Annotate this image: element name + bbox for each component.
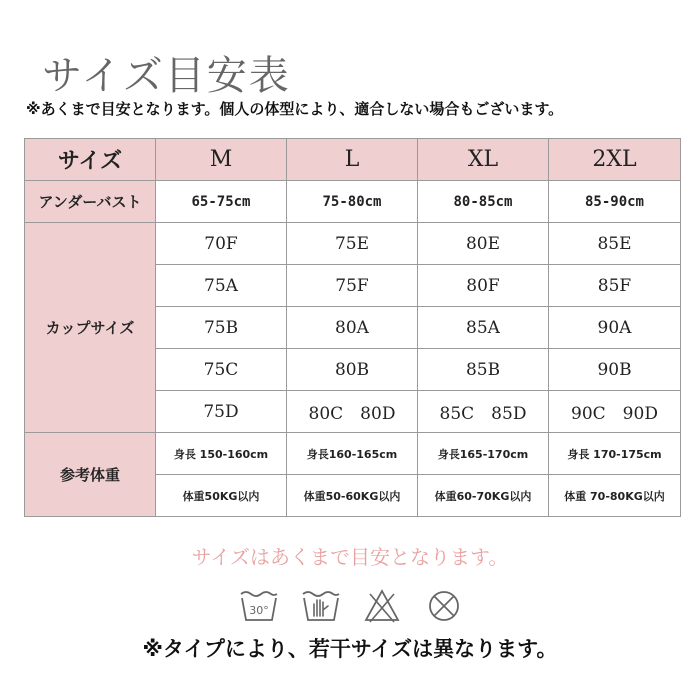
cup-cell: 90C 90D: [549, 391, 681, 433]
size-label: サイズ: [25, 139, 156, 181]
cup-size-label: カップサイズ: [25, 223, 156, 433]
height-cell: 身長160-165cm: [287, 433, 418, 475]
type-variation-note: ※タイプにより、若干サイズは異なります。: [142, 637, 558, 661]
cup-cell: 80E: [418, 223, 549, 265]
cup-cell: 85A: [418, 307, 549, 349]
cup-row: [25, 223, 681, 265]
height-row: [25, 433, 681, 475]
weight-cell: 体重60-70KG以内: [418, 475, 549, 517]
no-tumble-dry-icon: [424, 586, 464, 626]
size-m: M: [156, 139, 287, 181]
under-bust-xl: 80-85cm: [418, 181, 549, 223]
disclaimer-note: ※あくまで目安となります。個人の体型により、適合しない場合もございます。: [26, 100, 564, 118]
cup-cell: 90A: [549, 307, 681, 349]
cup-cell: 75C: [156, 349, 287, 391]
no-bleach-icon: [362, 586, 402, 626]
size-chart-table: [24, 138, 681, 517]
size-l: L: [287, 139, 418, 181]
weight-cell: 体重 70-80KG以内: [549, 475, 681, 517]
care-icons: [238, 586, 468, 626]
cup-cell: 85C 85D: [418, 391, 549, 433]
under-bust-m: 65-75cm: [156, 181, 287, 223]
reference-weight-label: 参考体重: [25, 433, 156, 517]
wash-temp-label: 30°: [249, 604, 269, 617]
cup-cell: 80B: [287, 349, 418, 391]
cup-cell: 90B: [549, 349, 681, 391]
cup-cell: 80F: [418, 265, 549, 307]
height-cell: 身長 170-175cm: [549, 433, 681, 475]
cup-cell: 75D: [156, 391, 287, 433]
cup-cell: 75B: [156, 307, 287, 349]
size-guide-note: サイズはあくまで目安となります。: [191, 545, 509, 569]
hand-wash-icon: [300, 586, 342, 626]
height-cell: 身長165-170cm: [418, 433, 549, 475]
under-bust-row: [25, 181, 681, 223]
height-cell: 身長 150-160cm: [156, 433, 287, 475]
wash-30-icon: [238, 586, 280, 626]
cup-cell: 75E: [287, 223, 418, 265]
under-bust-label: アンダーバスト: [25, 181, 156, 223]
cup-cell: 70F: [156, 223, 287, 265]
under-bust-l: 75-80cm: [287, 181, 418, 223]
size-2xl: 2XL: [549, 139, 681, 181]
cup-cell: 75F: [287, 265, 418, 307]
weight-cell: 体重50-60KG以内: [287, 475, 418, 517]
cup-cell: 75A: [156, 265, 287, 307]
cup-cell: 85E: [549, 223, 681, 265]
cup-cell: 80C 80D: [287, 391, 418, 433]
size-header-row: [25, 139, 681, 181]
size-xl: XL: [418, 139, 549, 181]
cup-cell: 80A: [287, 307, 418, 349]
page-title: サイズ目安表: [42, 53, 291, 99]
cup-cell: 85B: [418, 349, 549, 391]
cup-cell: 85F: [549, 265, 681, 307]
under-bust-2xl: 85-90cm: [549, 181, 681, 223]
weight-cell: 体重50KG以内: [156, 475, 287, 517]
